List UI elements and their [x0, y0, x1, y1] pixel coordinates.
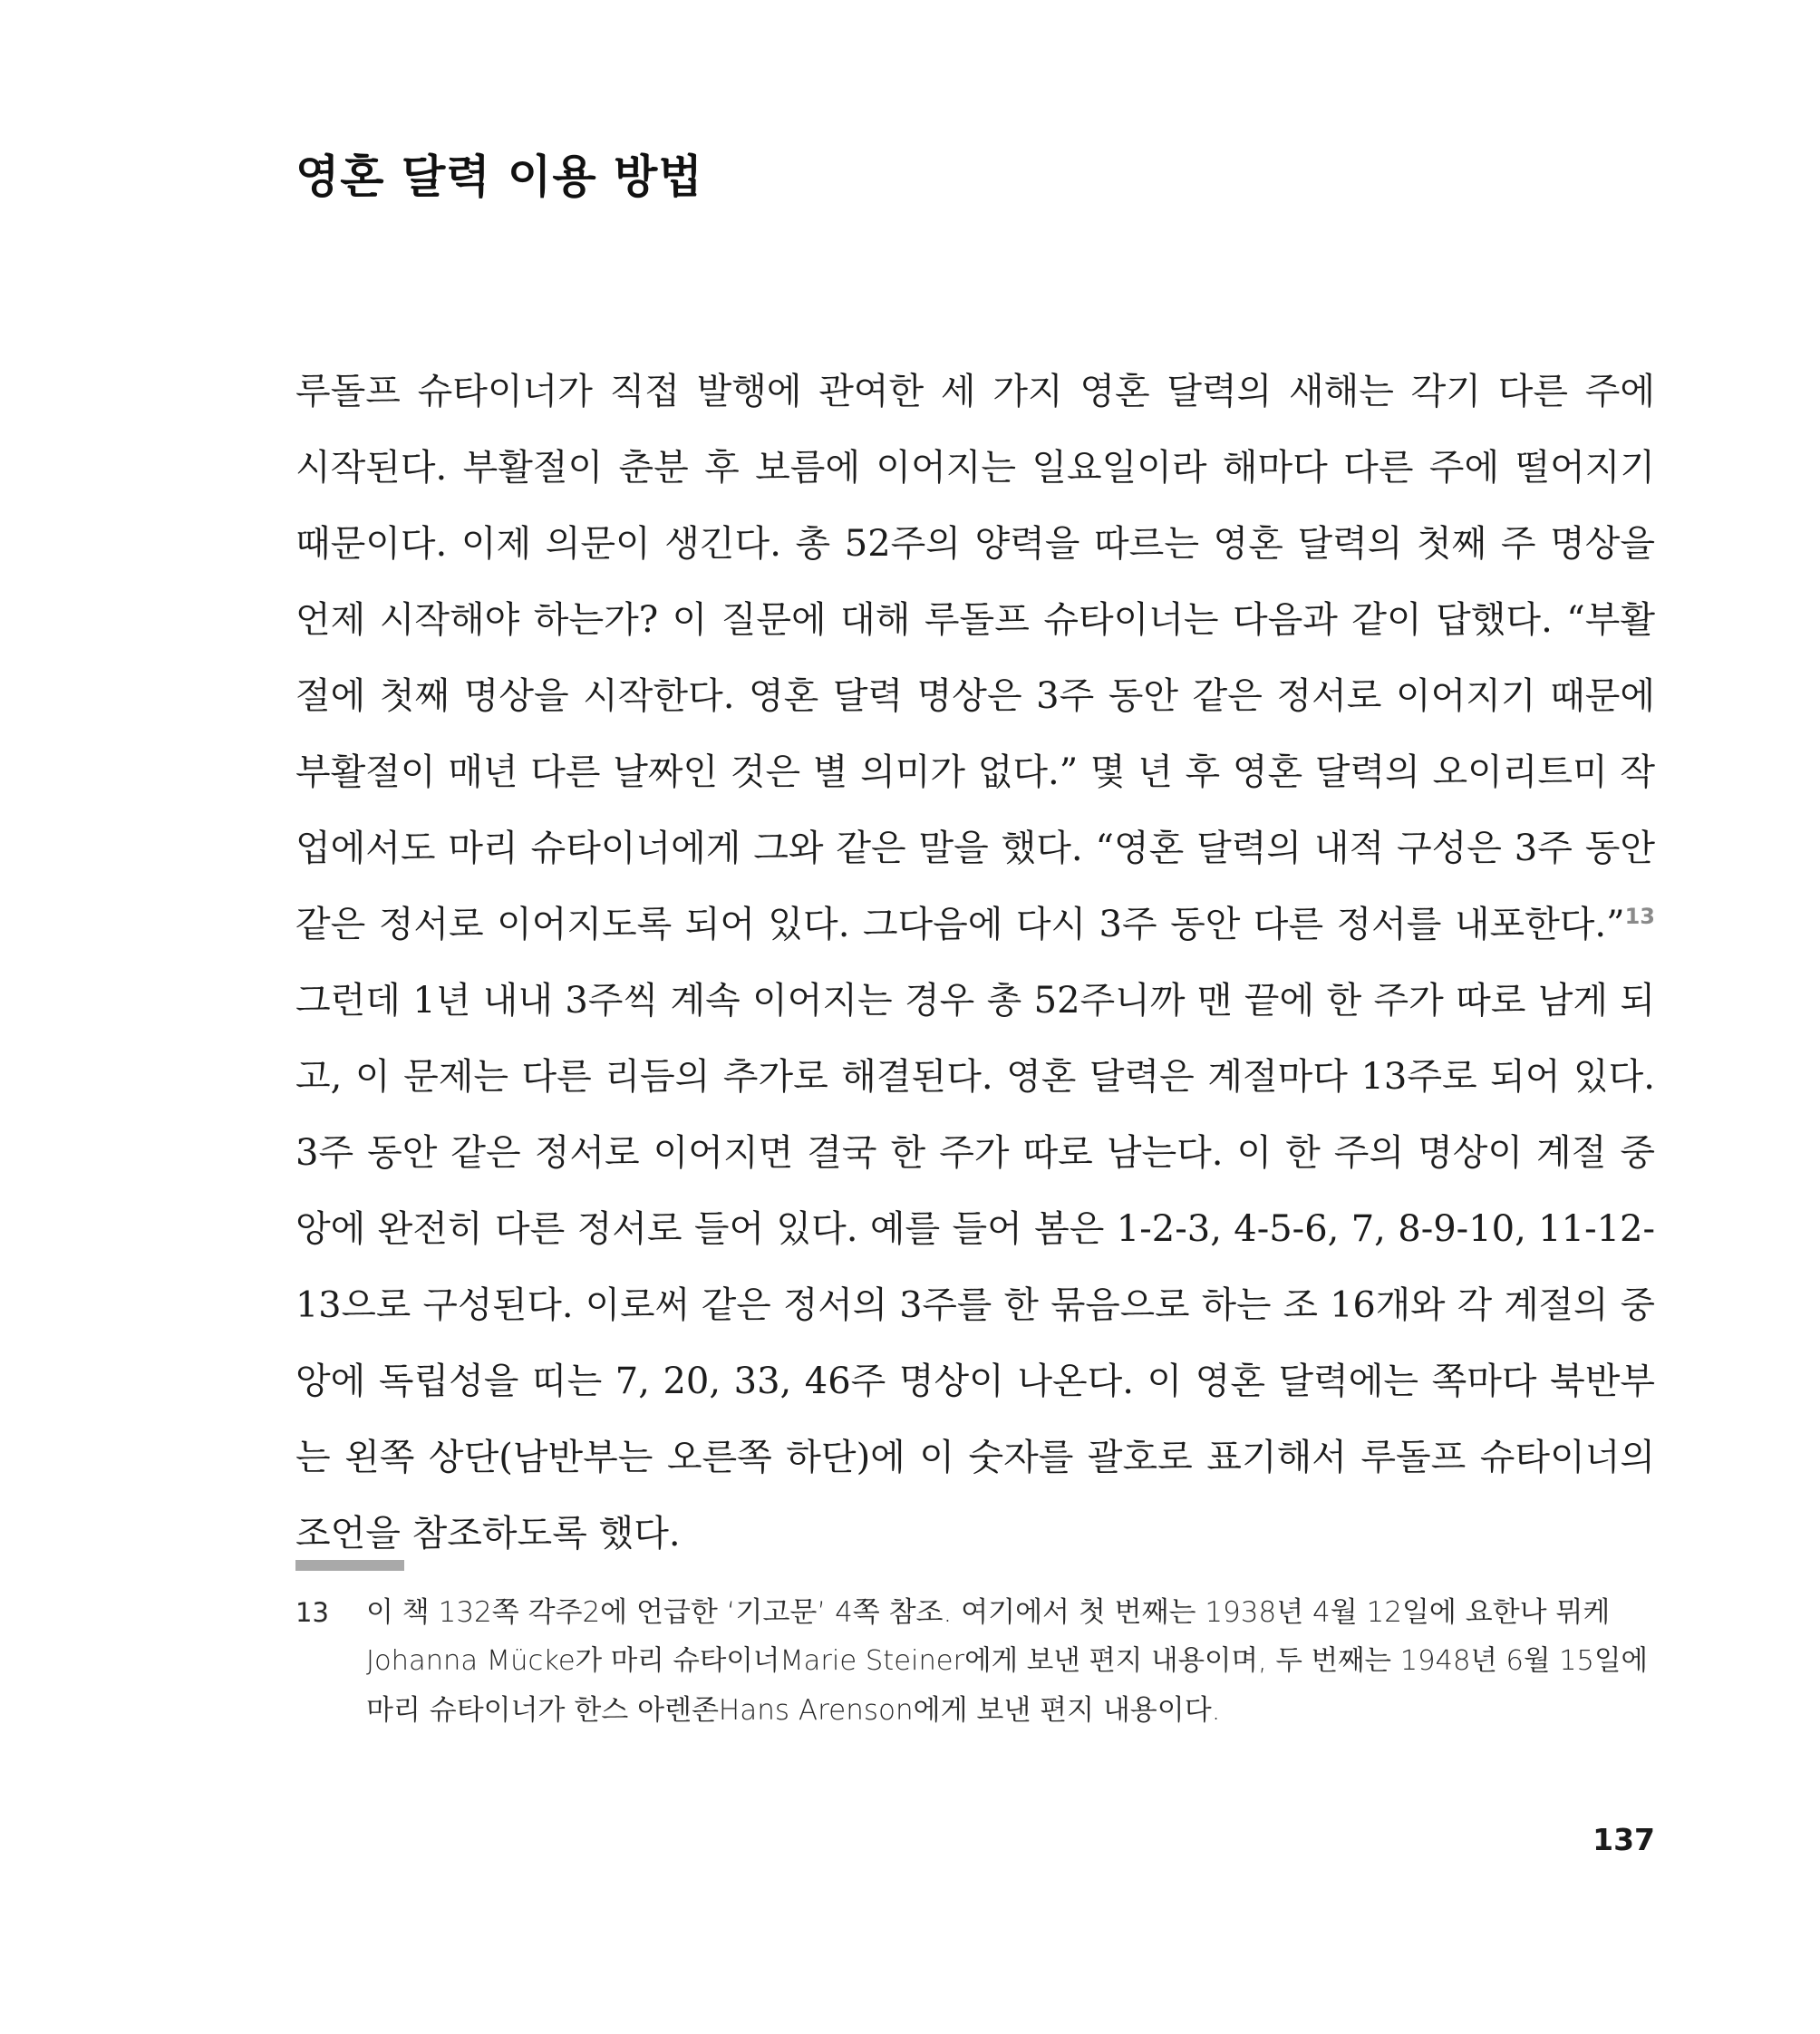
footnote-reference[interactable]: 13	[1624, 904, 1655, 929]
body-line: 때문이다. 이제 의문이 생긴다. 총 52주의 양력을 따르는 영혼 달력의 첫째 주 명상을	[295, 523, 1655, 565]
footnote-number: 13	[295, 1597, 329, 1628]
body-line-text: 같은 정서로 이어지도록 되어 있다. 그다음에 다시 3주 동안 다른 정서를 내포한다.”	[295, 904, 1625, 945]
body-line: 시작된다. 부활절이 춘분 후 보름에 이어지는 일요일이라 해마다 다른 주에 떨어지기	[295, 447, 1655, 489]
footnote-line: 이 책 132쪽 각주2에 언급한 ‘기고문’ 4쪽 참조. 여기에서 첫 번째는 1938년 4월 12일에 요한나 뮈케	[366, 1596, 1611, 1629]
body-line: 그런데 1년 내내 3주씩 계속 이어지는 경우 총 52주니까 맨 끝에 한 주가 따로 남게 되	[295, 980, 1655, 1022]
page-title: 영혼 달력 이용 방법	[295, 150, 703, 203]
body-line: 앙에 완전히 다른 정서로 들어 있다. 예를 들어 봄은 1-2-3, 4-5-6, 7, 8-9-10, 11-12-	[295, 1208, 1655, 1250]
body-line: 부활절이 매년 다른 날짜인 것은 별 의미가 없다.” 몇 년 후 영혼 달력의 오이리트미 작	[295, 751, 1655, 793]
body-line: 조언을 참조하도록 했다.	[295, 1513, 681, 1555]
footnote-body	[366, 1588, 1655, 1735]
body-line: 앙에 독립성을 띠는 7, 20, 33, 46주 명상이 나온다. 이 영혼 달력에는 쪽마다 북반부	[295, 1361, 1655, 1402]
body-line: 업에서도 마리 슈타이너에게 그와 같은 말을 했다. “영혼 달력의 내적 구성은 3주 동안	[295, 828, 1655, 869]
footnote-line: 마리 슈타이너가 한스 아렌존Hans Arenson에게 보낸 편지 내용이다.	[366, 1694, 1221, 1727]
footnote-divider	[295, 1560, 404, 1571]
body-text	[295, 354, 1655, 1572]
footnote-line: Johanna Mücke가 마리 슈타이너Marie Steiner에게 보낸 편지 내용이며, 두 번째는 1948년 6월 15일에	[366, 1645, 1648, 1677]
body-line-with-footnote-ref	[295, 886, 1655, 963]
body-line: 언제 시작해야 하는가? 이 질문에 대해 루돌프 슈타이너는 다음과 같이 답했다. “부활	[295, 599, 1655, 641]
body-line: 고, 이 문제는 다른 리듬의 추가로 해결된다. 영혼 달력은 계절마다 13주로 되어 있다.	[295, 1056, 1655, 1098]
body-line: 절에 첫째 명상을 시작한다. 영혼 달력 명상은 3주 동안 같은 정서로 이어지기 때문에	[295, 675, 1655, 717]
page-number: 137	[1592, 1822, 1655, 1857]
body-line: 13으로 구성된다. 이로써 같은 정서의 3주를 한 묶음으로 하는 조 16개와 각 계절의 중	[295, 1284, 1655, 1326]
body-line: 는 왼쪽 상단(남반부는 오른쪽 하단)에 이 숫자를 괄호로 표기해서 루돌프 슈타이너의	[295, 1437, 1655, 1478]
body-line: 3주 동안 같은 정서로 이어지면 결국 한 주가 따로 남는다. 이 한 주의 명상이 계절 중	[295, 1132, 1655, 1174]
body-line: 루돌프 슈타이너가 직접 발행에 관여한 세 가지 영혼 달력의 새해는 각기 다른 주에	[295, 371, 1655, 412]
